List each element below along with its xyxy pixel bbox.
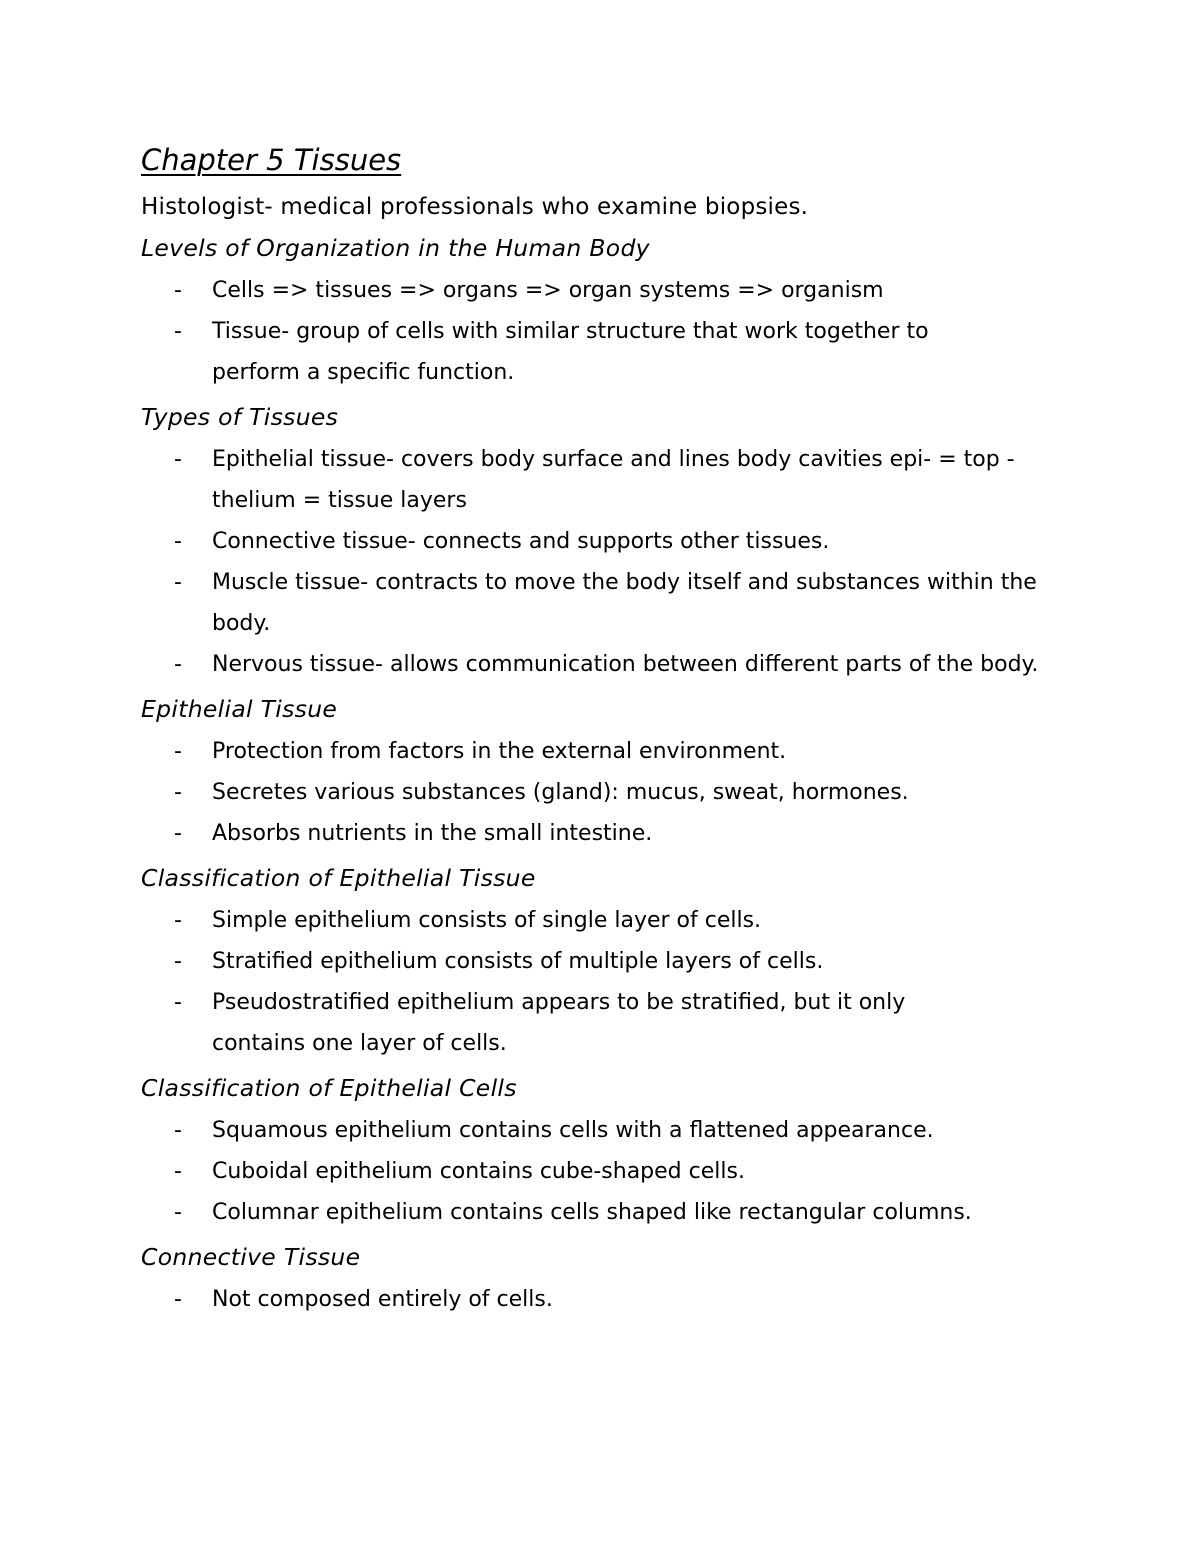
- bullet-list: [141, 1110, 1081, 1233]
- list-item: [141, 644, 1081, 685]
- bullet-dash: -: [174, 1159, 182, 1184]
- section-heading: Levels of Organization in the Human Body: [141, 234, 650, 262]
- bullet-dash: -: [174, 319, 182, 344]
- list-item: [141, 1279, 1081, 1320]
- bullet-dash: -: [174, 908, 182, 933]
- bullet-dash: -: [174, 278, 182, 303]
- section-classification-epithelial-tissue: [141, 860, 1081, 1064]
- bullet-dash: -: [174, 780, 182, 805]
- list-item: [141, 813, 1081, 854]
- list-item-text: Not composed entirely of cells.: [212, 1287, 553, 1312]
- bullet-dash: -: [174, 447, 182, 472]
- section-types-of-tissues: [141, 399, 1081, 685]
- bullet-dash: -: [174, 739, 182, 764]
- list-item: [141, 772, 1081, 813]
- list-item: [141, 1192, 1081, 1233]
- list-item-text: Cuboidal epithelium contains cube-shaped cells.: [212, 1159, 745, 1184]
- list-item: [141, 270, 1081, 311]
- bullet-dash: -: [174, 821, 182, 846]
- list-item-text: Tissue- group of cells with similar structure that work together to perform a specific function.: [212, 319, 929, 385]
- list-item: [141, 311, 1081, 393]
- bullet-list: [141, 731, 1081, 854]
- section-classification-epithelial-cells: [141, 1070, 1081, 1233]
- section-connective-tissue: [141, 1239, 1081, 1320]
- bullet-dash: -: [174, 529, 182, 554]
- list-item: [141, 731, 1081, 772]
- list-item-text: Squamous epithelium contains cells with a flattened appearance.: [212, 1118, 934, 1143]
- list-item: [141, 941, 1081, 982]
- bullet-list: [141, 439, 1081, 685]
- bullet-dash: -: [174, 949, 182, 974]
- document-title: Chapter 5 Tissues: [141, 143, 402, 177]
- list-item: [141, 1110, 1081, 1151]
- bullet-dash: -: [174, 1118, 182, 1143]
- list-item-text: Cells => tissues => organs => organ systems => organism: [212, 278, 884, 303]
- document-page: [141, 138, 1081, 1326]
- list-item: [141, 1151, 1081, 1192]
- section-heading: Connective Tissue: [141, 1243, 361, 1271]
- list-item-text: Simple epithelium consists of single layer of cells.: [212, 908, 762, 933]
- section-heading: Classification of Epithelial Cells: [141, 1074, 517, 1102]
- bullet-list: [141, 900, 1081, 1064]
- bullet-dash: -: [174, 1287, 182, 1312]
- list-item-text: Muscle tissue- contracts to move the body itself and substances within the body.: [212, 570, 1037, 636]
- list-item: [141, 982, 1081, 1064]
- bullet-list: [141, 1279, 1081, 1320]
- list-item: [141, 562, 1081, 644]
- section-levels-of-organization: [141, 230, 1081, 393]
- section-heading: Epithelial Tissue: [141, 695, 338, 723]
- list-item-text: Stratified epithelium consists of multiple layers of cells.: [212, 949, 824, 974]
- intro-paragraph: Histologist- medical professionals who examine biopsies.: [141, 194, 809, 220]
- list-item: [141, 900, 1081, 941]
- list-item-text: Protection from factors in the external environment.: [212, 739, 787, 764]
- list-item-text: Columnar epithelium contains cells shaped like rectangular columns.: [212, 1200, 972, 1225]
- list-item-text: Absorbs nutrients in the small intestine.: [212, 821, 653, 846]
- bullet-dash: -: [174, 990, 182, 1015]
- bullet-dash: -: [174, 1200, 182, 1225]
- section-heading: Classification of Epithelial Tissue: [141, 864, 536, 892]
- list-item-text: Secretes various substances (gland): mucus, sweat, hormones.: [212, 780, 909, 805]
- list-item-text: Epithelial tissue- covers body surface and lines body cavities epi- = top -thelium = tissue layers: [212, 447, 1015, 513]
- section-heading: Types of Tissues: [141, 403, 339, 431]
- list-item-text: Pseudostratified epithelium appears to be stratified, but it only contains one layer of cells.: [212, 990, 906, 1056]
- list-item: [141, 521, 1081, 562]
- section-epithelial-tissue: [141, 691, 1081, 854]
- list-item: [141, 439, 1081, 521]
- list-item-text: Connective tissue- connects and supports other tissues.: [212, 529, 830, 554]
- bullet-dash: -: [174, 652, 182, 677]
- bullet-list: [141, 270, 1081, 393]
- bullet-dash: -: [174, 570, 182, 595]
- list-item-text: Nervous tissue- allows communication between different parts of the body.: [212, 652, 1039, 677]
